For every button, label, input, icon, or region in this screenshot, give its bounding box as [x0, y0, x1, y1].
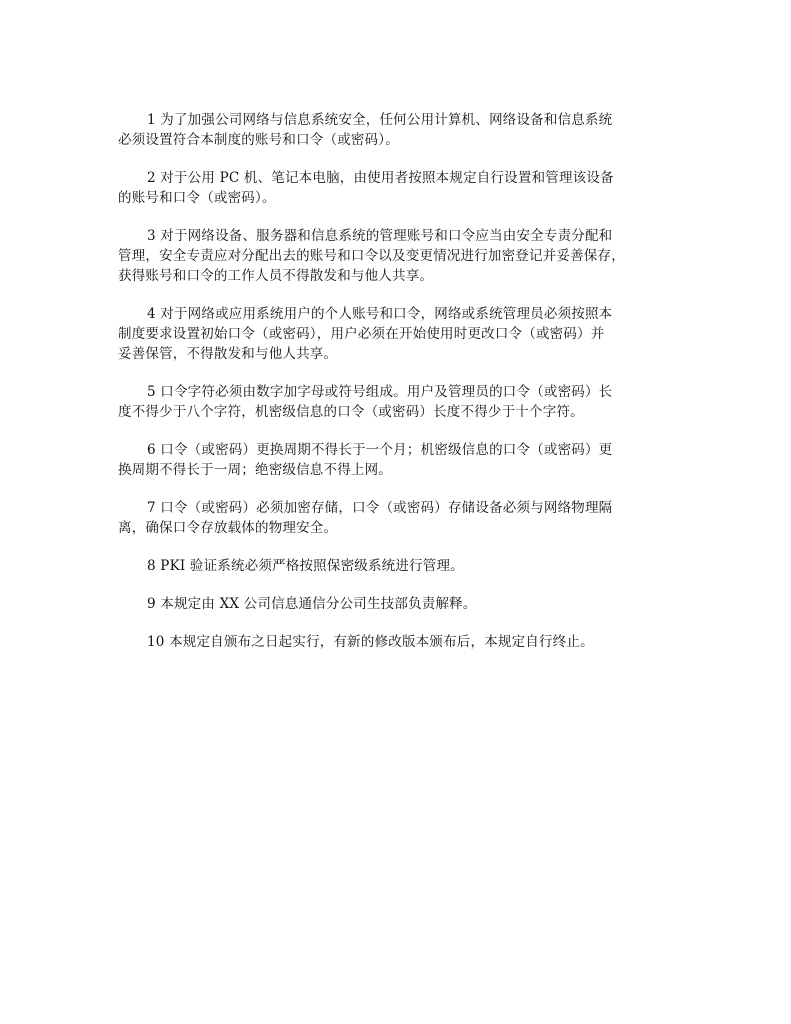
paragraph-line: 获得账号和口令的工作人员不得散发和与他人共享。: [118, 268, 434, 284]
paragraph-line: 换周期不得长于一周；绝密级信息不得上网。: [118, 462, 392, 478]
paragraph-line: 制度要求设置初始口令（或密码），用户必须在开始使用时更改口令（或密码）并: [118, 326, 605, 342]
paragraph-4: [118, 304, 678, 364]
paragraph-line: 1 为了加强公司网络与信息系统安全，任何公用计算机、网络设备和信息系统: [147, 112, 613, 128]
paragraph-line: 妥善保管，不得散发和与他人共享。: [118, 346, 338, 362]
paragraph-10: [118, 632, 678, 652]
paragraph-line: 5 口令字符必须由数字加字母或符号组成。用户及管理员的口令（或密码）长: [147, 384, 613, 400]
paragraph-line: 离，确保口令存放载体的物理安全。: [118, 520, 338, 536]
paragraph-line: 必须设置符合本制度的账号和口令（或密码）。: [118, 132, 399, 148]
paragraph-line: 6 口令（或密码）更换周期不得长于一个月；机密级信息的口令（或密码）更: [147, 442, 613, 458]
paragraph-line: 8 PKI 验证系统必须严格按照保密级系统进行管理。: [147, 558, 464, 574]
paragraph-8: [118, 556, 678, 576]
paragraph-line: 的账号和口令（或密码）。: [118, 190, 276, 206]
paragraph-7: [118, 498, 678, 538]
paragraph-line: 4 对于网络或应用系统用户的个人账号和口令，网络或系统管理员必须按照本: [147, 306, 613, 322]
paragraph-5: [118, 382, 678, 422]
paragraph-line: 2 对于公用 PC 机、笔记本电脑，由使用者按照本规定自行设置和管理该设备: [147, 170, 614, 186]
paragraph-line: 7 口令（或密码）必须加密存储，口令（或密码）存储设备必须与网络物理隔: [147, 500, 613, 516]
document-body: [118, 110, 678, 670]
paragraph-line: 度不得少于八个字符，机密级信息的口令（或密码）长度不得少于十个字符。: [118, 404, 584, 420]
paragraph-line: 3 对于网络设备、服务器和信息系统的管理账号和口令应当由安全专责分配和: [147, 228, 613, 244]
paragraph-6: [118, 440, 678, 480]
paragraph-1: [118, 110, 678, 150]
paragraph-line: 管理，安全专责应对分配出去的账号和口令以及变更情况进行加密登记并妥善保存，: [118, 248, 625, 264]
paragraph-9: [118, 594, 678, 614]
paragraph-2: [118, 168, 678, 208]
paragraph-3: [118, 226, 678, 286]
paragraph-line: 10 本规定自颁布之日起实行，有新的修改版本颁布后，本规定自行终止。: [147, 634, 594, 650]
paragraph-line: 9 本规定由 XX 公司信息通信分公司生技部负责解释。: [147, 596, 477, 612]
